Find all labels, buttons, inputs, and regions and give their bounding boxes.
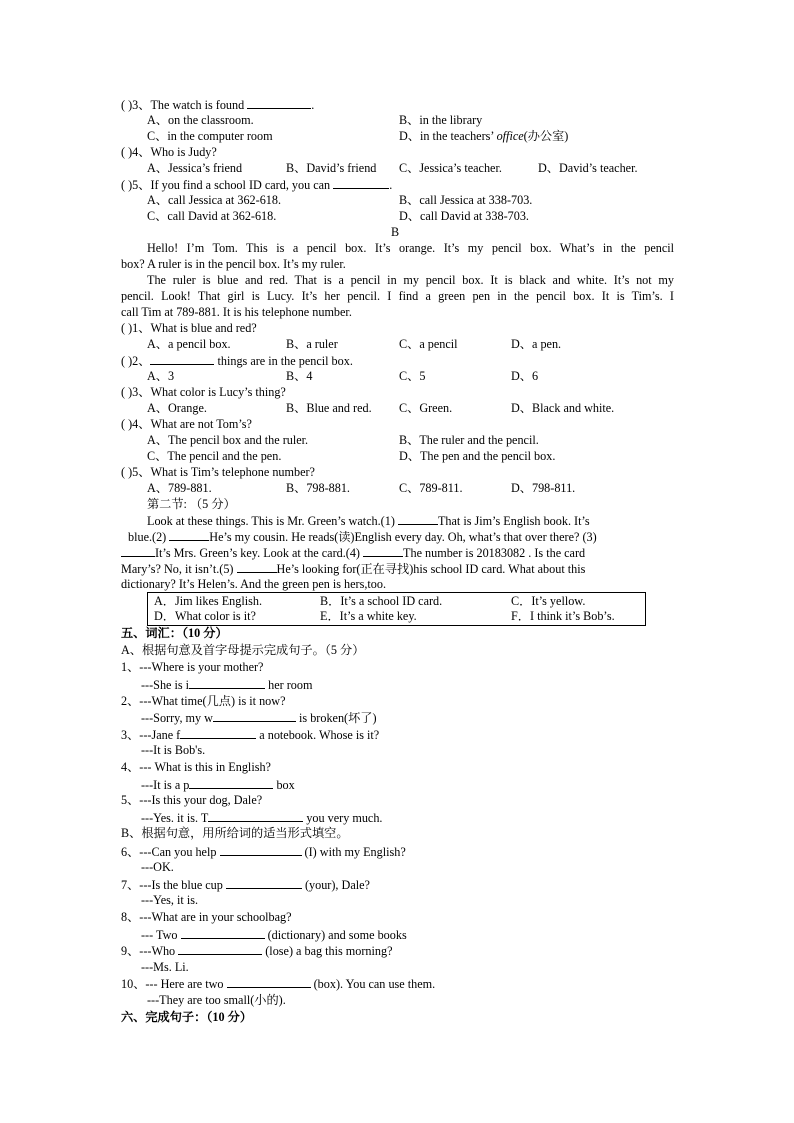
answer-blank[interactable]: [181, 927, 265, 939]
vocab-q9-answer: ---Ms. Li.: [141, 960, 189, 974]
option-E: E．It’s a white key.: [320, 609, 417, 623]
answer-blank[interactable]: [398, 513, 438, 525]
option-b3-b: B、Blue and red.: [286, 401, 372, 415]
passage-line: It’s Mrs. Green’s key. Look at the card.(4) The number is 20183082 . Is the card: [121, 545, 585, 561]
option-b2-b: B、4: [286, 369, 313, 383]
vocab-q9: 9、---Who (lose) a bag this morning?: [121, 944, 393, 958]
section-heading: 第二节: （5 分）: [147, 497, 236, 511]
option-a5-d: D、call David at 338-703.: [399, 209, 529, 223]
option-b5-b: B、798-881.: [286, 481, 350, 495]
subsection-heading: B、根据句意，用所给词的适当形式填空。: [121, 826, 349, 840]
option-F: F．I think it’s Bob’s.: [511, 609, 615, 623]
option-D: D．What color is it?: [154, 609, 256, 623]
vocab-q4: 4、--- What is this in English?: [121, 760, 271, 774]
answer-blank[interactable]: [363, 545, 403, 557]
option-a5-a: A、call Jessica at 362-618.: [147, 193, 282, 207]
question-a4: ( )4、Who is Judy?: [121, 145, 217, 159]
answer-blank[interactable]: [247, 97, 311, 109]
section-heading: 六、完成句子：（10 分）: [121, 1010, 253, 1024]
passage-line: call Tim at 789-881. It is his telephone number.: [121, 305, 352, 319]
passage-line: blue.(2) He’s my cousin. He reads(读)English every day. Oh, what’s that over there? (3): [128, 530, 597, 544]
option-a4-a: A、Jessica’s friend: [147, 161, 243, 175]
option-b5-a: A、789-881.: [147, 481, 212, 495]
answer-blank[interactable]: [226, 877, 302, 889]
passage-line: Look at these things. This is Mr. Green’s watch.(1) That is Jim’s English book. It’s: [147, 514, 590, 528]
option-A: A．Jim likes English.: [154, 594, 262, 608]
vocab-q5: 5、---Is this your dog, Dale?: [121, 793, 263, 807]
vocab-q2: 2、---What time(几点) is it now?: [121, 694, 286, 708]
section-heading-b: B: [391, 225, 400, 239]
question-b4: ( )4、What are not Tom’s?: [121, 417, 252, 431]
subsection-heading: A、根据句意及首字母提示完成句子。（5 分）: [121, 643, 365, 657]
answer-blank[interactable]: [213, 710, 296, 722]
question-b2: ( )2、 things are in the pencil box.: [121, 354, 353, 368]
answer-blank[interactable]: [189, 777, 273, 789]
option-b3-c: C、Green.: [399, 401, 453, 415]
vocab-q7-answer: ---Yes, it is.: [141, 893, 198, 907]
options-box: [147, 592, 646, 626]
option-b1-c: C、a pencil: [399, 337, 458, 351]
answer-blank[interactable]: [178, 943, 262, 955]
vocab-q10: 10、--- Here are two (box). You can use them.: [121, 977, 436, 991]
option-C: C．It’s yellow.: [511, 594, 586, 608]
option-b5-c: C、789-811.: [399, 481, 463, 495]
question-b5: ( )5、What is Tim’s telephone number?: [121, 465, 315, 479]
answer-blank[interactable]: [220, 844, 302, 856]
vocab-q6: 6、---Can you help (I) with my English?: [121, 845, 406, 859]
vocab-q8: 8、---What are in your schoolbag?: [121, 910, 292, 924]
answer-blank[interactable]: [227, 976, 311, 988]
option-a4-b: B、David’s friend: [286, 161, 377, 175]
option-b2-a: A、3: [147, 369, 175, 383]
vocab-q10-answer: ---They are too small(小的).: [147, 993, 286, 1007]
answer-blank[interactable]: [333, 177, 389, 189]
passage-line: Mary’s? No, it isn’t.(5) He’s looking for(正在寻找)his school ID card. What about this: [121, 562, 586, 576]
answer-blank[interactable]: [208, 810, 303, 822]
option-b3-a: A、Orange.: [147, 401, 207, 415]
option-b4-c: C、The pencil and the pen.: [147, 449, 282, 463]
option-a5-c: C、call David at 362-618.: [147, 209, 277, 223]
answer-blank[interactable]: [237, 561, 277, 573]
option-b1-d: D、a pen.: [511, 337, 562, 351]
option-a3-c: C、in the computer room: [147, 129, 273, 143]
option-b2-c: C、5: [399, 369, 426, 383]
section-heading: 五、词汇：（10 分）: [121, 626, 228, 640]
option-a5-b: B、call Jessica at 338-703.: [399, 193, 533, 207]
option-B: B．It’s a school ID card.: [320, 594, 443, 608]
vocab-q1: 1、---Where is your mother?: [121, 660, 264, 674]
answer-blank[interactable]: [169, 529, 209, 541]
question-b1: ( )1、What is blue and red?: [121, 321, 257, 335]
vocab-q5-answer: ---Yes. it is. T you very much.: [141, 811, 383, 825]
passage-line: box? A ruler is in the pencil box. It’s my ruler.: [121, 257, 346, 271]
question-a3: ( )3、The watch is found .: [121, 98, 315, 112]
passage-line: pencil. Look! That girl is Lucy. It’s her pencil. I find a green pen in the pencil box. It is Tim’s. I: [121, 289, 674, 303]
option-a3-d: D、in the teachers’ office(办公室): [399, 129, 569, 143]
answer-blank[interactable]: [180, 727, 256, 739]
option-a4-d: D、David’s teacher.: [538, 161, 638, 175]
option-b4-d: D、The pen and the pencil box.: [399, 449, 556, 463]
vocab-q3: 3、---Jane f a notebook. Whose is it?: [121, 728, 380, 742]
vocab-q3-answer: ---It is Bob's.: [141, 743, 206, 757]
passage-line: dictionary? It’s Helen’s. And the green pen is hers,too.: [121, 577, 387, 591]
option-b4-b: B、The ruler and the pencil.: [399, 433, 539, 447]
option-b4-a: A、The pencil box and the ruler.: [147, 433, 309, 447]
passage-line: Hello! I’m Tom. This is a pencil box. It’s orange. It’s my pencil box. What’s in the pencil: [147, 241, 674, 255]
question-a5: ( )5、If you find a school ID card, you can .: [121, 178, 393, 192]
vocab-q7: 7、---Is the blue cup (your), Dale?: [121, 878, 370, 892]
option-b3-d: D、Black and white.: [511, 401, 615, 415]
option-a3-b: B、in the library: [399, 113, 483, 127]
answer-blank[interactable]: [150, 353, 214, 365]
vocab-q1-answer: ---She is i her room: [141, 678, 313, 692]
option-a3-a: A、on the classroom.: [147, 113, 254, 127]
vocab-q6-answer: ---OK.: [141, 860, 174, 874]
option-b5-d: D、798-811.: [511, 481, 576, 495]
passage-line: The ruler is blue and red. That is a pencil in my pencil box. It is black and white. It’s not my: [147, 273, 674, 287]
vocab-q8-answer: --- Two (dictionary) and some books: [141, 928, 407, 942]
option-b1-b: B、a ruler: [286, 337, 338, 351]
vocab-q2-answer: ---Sorry, my w is broken(坏了): [141, 711, 377, 725]
answer-blank[interactable]: [189, 677, 265, 689]
option-b1-a: A、a pencil box.: [147, 337, 231, 351]
answer-blank[interactable]: [121, 545, 155, 557]
question-b3: ( )3、What color is Lucy’s thing?: [121, 385, 286, 399]
vocab-q4-answer: ---It is a p box: [141, 778, 295, 792]
option-a4-c: C、Jessica’s teacher.: [399, 161, 502, 175]
option-b2-d: D、6: [511, 369, 539, 383]
